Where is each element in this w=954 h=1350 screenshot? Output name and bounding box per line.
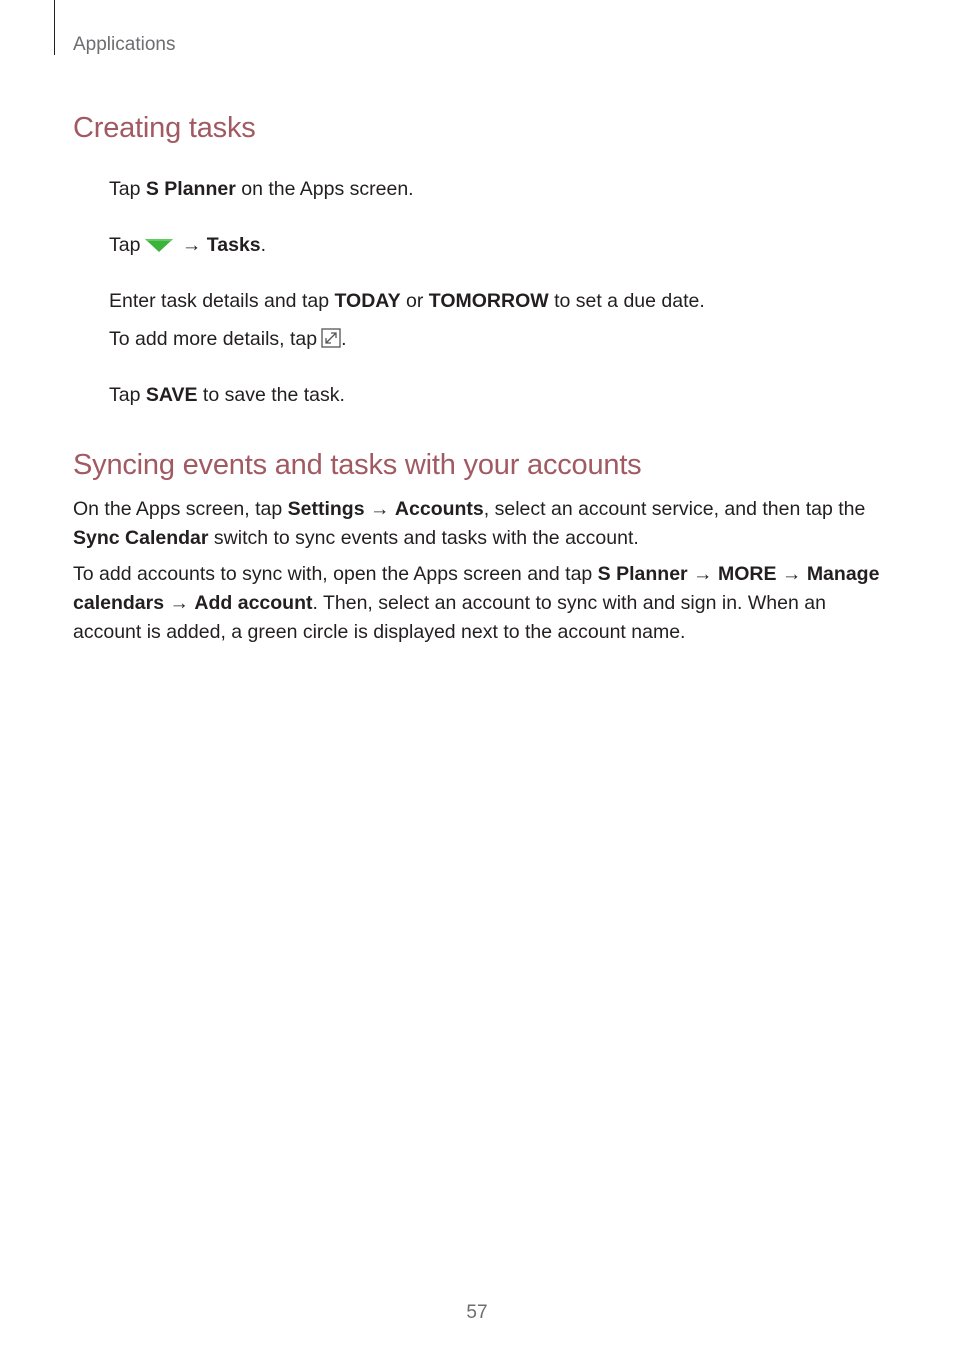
syncing-paragraph-1: On the Apps screen, tap Settings → Accounts, select an account service, and then tap the Sync Calendar switch to sync events and tasks with the account. <box>73 498 866 549</box>
section-title-syncing: Syncing events and tasks with your accounts <box>73 449 642 481</box>
green-triangle-down-icon <box>144 236 174 254</box>
margin-rule <box>54 0 55 55</box>
section-title-creating-tasks: Creating tasks <box>73 112 256 144</box>
step-1: Tap S Planner on the Apps screen. <box>109 178 414 200</box>
page-number: 57 <box>466 1302 488 1323</box>
syncing-paragraph-2: To add accounts to sync with, open the Apps screen and tap S Planner → MORE → Manage calendars → Add account. Then, select an account to sync with and sign in. When an account is added, a green circle is displayed next to the account name. <box>73 563 880 643</box>
step-3-note: To add more details, tap . <box>109 328 347 350</box>
running-header: Applications <box>73 34 176 55</box>
step-2: Tap → Tasks. <box>109 234 267 256</box>
expand-edit-icon <box>321 328 341 348</box>
step-4: Tap SAVE to save the task. <box>109 384 345 406</box>
step-3: Enter task details and tap TODAY or TOMORROW to set a due date. <box>109 290 705 312</box>
